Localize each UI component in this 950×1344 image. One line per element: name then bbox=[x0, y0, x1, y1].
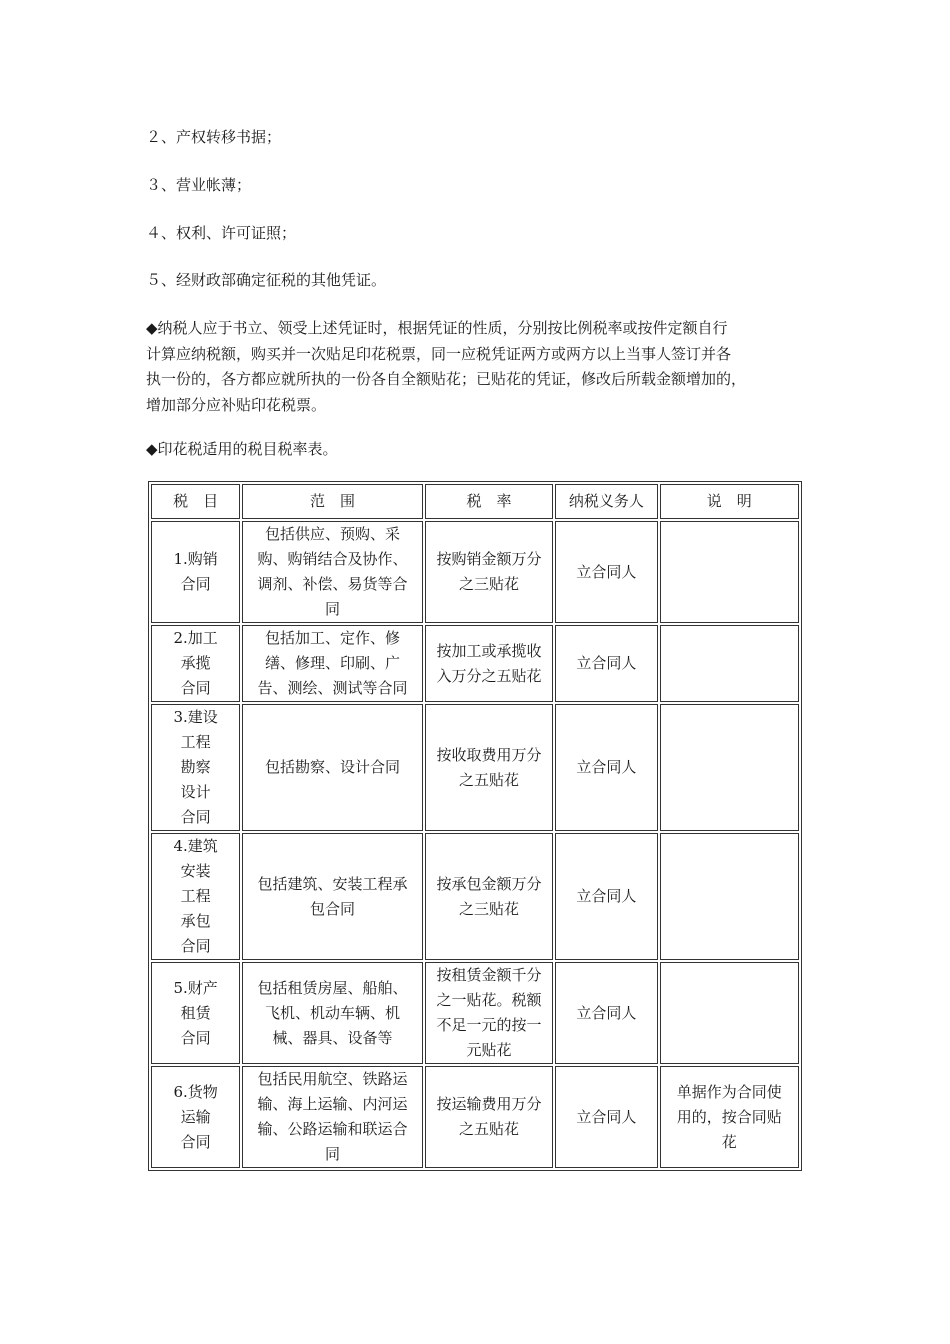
header-payer: 纳税义务人 bbox=[555, 484, 657, 519]
cell-rate bbox=[425, 962, 553, 1064]
cell-text-line: 运输 bbox=[180, 1107, 211, 1126]
cell-scope bbox=[242, 833, 423, 960]
cell-text-line: 入万分之五贴花 bbox=[436, 666, 542, 685]
cell-text-line: 包括加工、定作、修 bbox=[265, 629, 401, 647]
cell-note bbox=[660, 625, 799, 702]
cell-note bbox=[660, 833, 799, 960]
cell-text-line: 安装 bbox=[180, 862, 211, 880]
cell-text-line: 合同 bbox=[180, 575, 211, 593]
cell-text-line: 缮、修理、印刷、广 bbox=[265, 654, 401, 672]
cell-item bbox=[151, 833, 240, 960]
cell-text-line: 合同 bbox=[180, 1028, 211, 1047]
cell-rate bbox=[425, 833, 553, 960]
cell-text-line: 合同 bbox=[180, 808, 211, 826]
header-scope: 范 围 bbox=[242, 484, 423, 519]
cell-rate bbox=[425, 704, 553, 831]
paragraph-line: 计算应纳税额，购买并一次贴足印花税票，同一应税凭证两方或两方以上当事人签订并各 bbox=[146, 344, 732, 363]
cell-scope bbox=[242, 521, 423, 623]
cell-scope bbox=[242, 625, 423, 702]
list-item: ５、经财政部确定征税的其他凭证。 bbox=[146, 271, 387, 289]
cell-text-line: 按运输费用万分 bbox=[436, 1095, 542, 1113]
cell-text-line: 之五贴花 bbox=[459, 1120, 520, 1138]
cell-text-line: 用的，按合同贴 bbox=[676, 1107, 782, 1126]
cell-text-line: 之一贴花。税额 bbox=[436, 991, 542, 1009]
cell-text-line: 之三贴花 bbox=[459, 575, 520, 593]
cell-text-line: 按承包金额万分 bbox=[436, 874, 542, 893]
cell-text-line: 1.购销 bbox=[173, 550, 218, 568]
header-item: 税 目 bbox=[151, 484, 240, 519]
cell-text-line: 输、海上运输、内河运 bbox=[257, 1095, 408, 1113]
cell-payer: 立合同人 bbox=[555, 962, 657, 1064]
cell-rate bbox=[425, 625, 553, 702]
cell-text-line: 租赁 bbox=[180, 1003, 211, 1022]
cell-text-line: 2.加工 bbox=[173, 629, 218, 647]
paragraph-line: 增加部分应补贴印花税票。 bbox=[146, 395, 327, 414]
cell-text-line: 按租赁金额千分 bbox=[436, 966, 542, 984]
cell-text-line: 调剂、补偿、易货等合 bbox=[257, 575, 408, 593]
cell-text-line: 5.财产 bbox=[173, 978, 218, 997]
cell-text-line: 工程 bbox=[180, 887, 211, 905]
table-row bbox=[151, 833, 799, 960]
body-paragraph bbox=[146, 316, 808, 418]
cell-rate bbox=[425, 1066, 553, 1168]
cell-text-line: 合同 bbox=[180, 1132, 211, 1151]
table-caption: ◆印花税适用的税目税率表。 bbox=[146, 440, 338, 458]
cell-text-line: 3.建设 bbox=[173, 708, 218, 726]
cell-text-line: 不足一元的按一 bbox=[436, 1016, 542, 1034]
cell-text-line: 包括民用航空、铁路运 bbox=[257, 1070, 408, 1088]
cell-text-line: 同 bbox=[325, 1145, 341, 1163]
cell-note bbox=[660, 1066, 799, 1168]
header-rate: 税 率 bbox=[425, 484, 553, 519]
cell-note bbox=[660, 962, 799, 1064]
cell-item bbox=[151, 962, 240, 1064]
cell-text-line: 包括建筑、安装工程承 bbox=[257, 874, 408, 893]
cell-text-line: 4.建筑 bbox=[173, 837, 218, 855]
cell-text-line: 按加工或承揽收 bbox=[436, 641, 542, 660]
cell-text-line: 合同 bbox=[180, 937, 211, 955]
table-row bbox=[151, 1066, 799, 1168]
cell-text-line: 按收取费用万分 bbox=[436, 745, 542, 764]
cell-payer: 立合同人 bbox=[555, 833, 657, 960]
cell-text-line: 同 bbox=[325, 600, 341, 618]
table-row bbox=[151, 625, 799, 702]
header-note: 说 明 bbox=[660, 484, 799, 519]
cell-text-line: 包括勘察、设计合同 bbox=[265, 758, 401, 776]
cell-item bbox=[151, 1066, 240, 1168]
cell-text-line: 勘察 bbox=[180, 758, 211, 776]
cell-text-line: 合同 bbox=[180, 679, 211, 697]
cell-text-line: 之五贴花 bbox=[459, 770, 520, 789]
cell-payer: 立合同人 bbox=[555, 521, 657, 623]
cell-text-line: 包括租赁房屋、船舶、 bbox=[257, 978, 408, 997]
cell-text-line: 元贴花 bbox=[466, 1041, 512, 1059]
cell-text-line: 包合同 bbox=[310, 899, 356, 918]
cell-payer: 立合同人 bbox=[555, 625, 657, 702]
list-item: ３、营业帐薄； bbox=[146, 176, 252, 194]
cell-text-line: 工程 bbox=[180, 733, 211, 751]
cell-text-line: 包括供应、预购、采 bbox=[265, 525, 401, 543]
table-header-row bbox=[151, 484, 799, 519]
cell-text-line: 6.货物 bbox=[173, 1082, 218, 1101]
cell-text-line: 输、公路运输和联运合 bbox=[257, 1120, 408, 1138]
cell-text-line: 花 bbox=[721, 1132, 737, 1151]
paragraph-line: ◆纳税人应于书立、领受上述凭证时，根据凭证的性质，分别按比例税率或按件定额自行 bbox=[146, 319, 728, 337]
cell-item bbox=[151, 521, 240, 623]
cell-text-line: 飞机、机动车辆、机 bbox=[265, 1003, 401, 1022]
cell-rate bbox=[425, 521, 553, 623]
list-item: ２、产权转移书据； bbox=[146, 128, 282, 146]
cell-scope bbox=[242, 962, 423, 1064]
cell-scope bbox=[242, 704, 423, 831]
list-item: ４、权利、许可证照； bbox=[146, 224, 297, 242]
table-row bbox=[151, 521, 799, 623]
tax-rate-table bbox=[148, 481, 802, 1171]
cell-text-line: 按购销金额万分 bbox=[436, 550, 542, 568]
cell-payer: 立合同人 bbox=[555, 704, 657, 831]
cell-text-line: 单据作为合同使 bbox=[676, 1082, 782, 1101]
cell-text-line: 告、测绘、测试等合同 bbox=[257, 679, 408, 697]
cell-text-line: 承揽 bbox=[180, 654, 211, 672]
cell-scope bbox=[242, 1066, 423, 1168]
cell-item bbox=[151, 625, 240, 702]
cell-note bbox=[660, 704, 799, 831]
cell-payer: 立合同人 bbox=[555, 1066, 657, 1168]
table-row bbox=[151, 704, 799, 831]
table-row bbox=[151, 962, 799, 1064]
paragraph-line: 执一份的，各方都应就所执的一份各自全额贴花；已贴花的凭证，修改后所载金额增加的， bbox=[146, 370, 747, 388]
cell-note bbox=[660, 521, 799, 623]
cell-text-line: 之三贴花 bbox=[459, 899, 520, 918]
cell-text-line: 承包 bbox=[180, 912, 211, 930]
cell-text-line: 设计 bbox=[180, 783, 211, 801]
cell-text-line: 购、购销结合及协作、 bbox=[257, 550, 408, 568]
cell-text-line: 械、器具、设备等 bbox=[272, 1028, 393, 1047]
cell-item bbox=[151, 704, 240, 831]
